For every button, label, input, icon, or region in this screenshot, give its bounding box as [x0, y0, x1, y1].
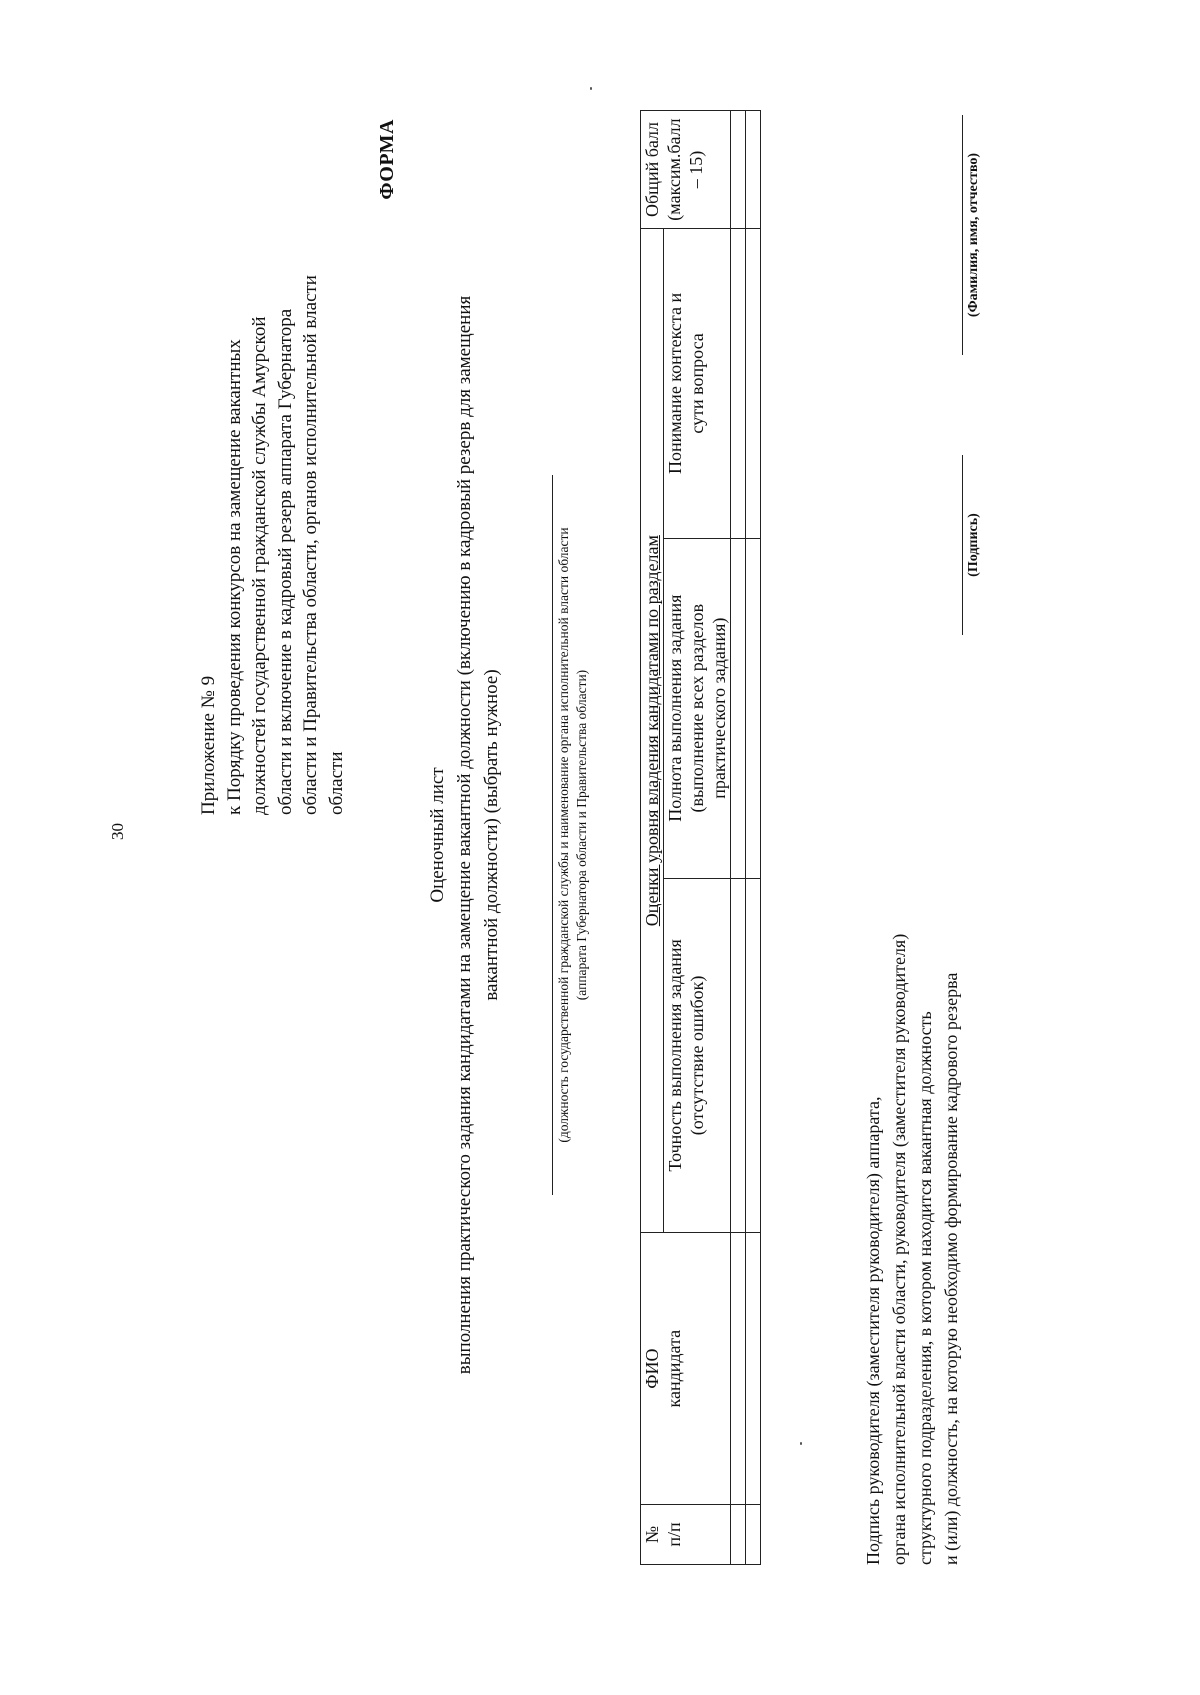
appendix-line: области и включение в кадровый резерв аппарата Губернатора [274, 308, 296, 815]
full-name-field [962, 115, 982, 355]
header-completeness-line: (выполнение всех разделов [687, 603, 707, 813]
table-header-row [641, 111, 664, 1565]
signature-field [962, 455, 982, 635]
table-row [731, 111, 746, 1565]
table-cell [746, 538, 761, 878]
appendix-title: Приложение № 9 [198, 675, 219, 815]
header-candidate-name [641, 1233, 731, 1505]
table-cell [731, 111, 746, 229]
scan-speck [800, 1442, 802, 1445]
form-label: ФОРМА [376, 119, 398, 200]
header-total-line: Общий балл [642, 121, 662, 218]
header-number-line: № [642, 1525, 662, 1544]
table-cell [731, 1233, 746, 1505]
header-name-line: кандидата [664, 1329, 684, 1408]
appendix-line: должностей государственной гражданской службы Амурской [249, 316, 270, 815]
signature-instructions [860, 585, 964, 1565]
title-line-2: выполнения практического задания кандидатами на замещение вакантной должности (включению в кадровый резерв для замещения [454, 295, 475, 1375]
header-accuracy [664, 878, 731, 1233]
footer-line: и (или) должность, на которую необходимо формирование кадрового резерва [941, 972, 961, 1565]
table-cell [746, 111, 761, 229]
document-title [424, 95, 505, 1575]
table-cell [746, 878, 761, 1233]
header-completeness-line: Полнота выполнения задания [665, 594, 685, 822]
full-name-line [962, 115, 963, 355]
scan-speck [590, 87, 592, 90]
title-line-3: вакантной должности) (выбрать нужное) [481, 669, 502, 1001]
appendix-line: к Порядку проведения конкурсов на замещение вакантных [223, 339, 245, 815]
position-note-line-1: (должность государственной гражданской службы и наименование органа исполнительной власти области [556, 527, 571, 1143]
table-cell [731, 1505, 746, 1565]
table-cell [746, 1505, 761, 1565]
full-name-label: (Фамилия, имя, отчество) [966, 152, 981, 318]
footer-line: структурного подразделения, в котором находится вакантная должность [915, 1011, 935, 1565]
header-accuracy-line: Точность выполнения задания [665, 939, 685, 1172]
header-group-scores: Оценки уровня владения кандидатами по разделам [641, 229, 664, 1233]
footer-line: органа исполнительной власти области, руководителя (заместителя руководителя) [889, 933, 909, 1565]
table-cell [746, 229, 761, 539]
header-understanding-line: сути вопроса [687, 333, 707, 434]
table-cell [731, 229, 746, 539]
position-note [552, 475, 591, 1195]
page-number: 30 [108, 823, 127, 840]
footer-line: Подпись руководителя (заместителя руководителя) аппарата, [863, 1096, 883, 1565]
appendix-line: области [325, 751, 347, 815]
header-understanding-line: Понимание контекста и [665, 292, 685, 474]
table-cell [731, 878, 746, 1233]
signature-line [962, 455, 963, 635]
header-completeness-line: практического задания) [709, 617, 729, 799]
header-total-line: – 15) [686, 150, 706, 189]
evaluation-table [640, 110, 761, 1565]
header-accuracy-line: (отсутствие ошибок) [687, 975, 707, 1136]
appendix-line: области и Правительства области, органов исполнительной власти [300, 275, 321, 815]
table-cell [731, 538, 746, 878]
header-number [641, 1505, 731, 1565]
table-row [746, 111, 761, 1565]
appendix-block [196, 175, 349, 815]
header-understanding [664, 229, 731, 539]
header-number-line: п/п [664, 1522, 684, 1547]
position-note-line-2: (аппарата Губернатора области и Правительства области) [574, 669, 589, 1001]
table-cell [746, 1233, 761, 1505]
header-completeness [664, 538, 731, 878]
header-name-line: ФИО [642, 1348, 662, 1389]
header-total-line: (максим.балл [664, 118, 684, 221]
title-line-1: Оценочный лист [427, 767, 448, 903]
header-total-score [641, 111, 731, 229]
signature-label: (Подпись) [966, 513, 981, 577]
